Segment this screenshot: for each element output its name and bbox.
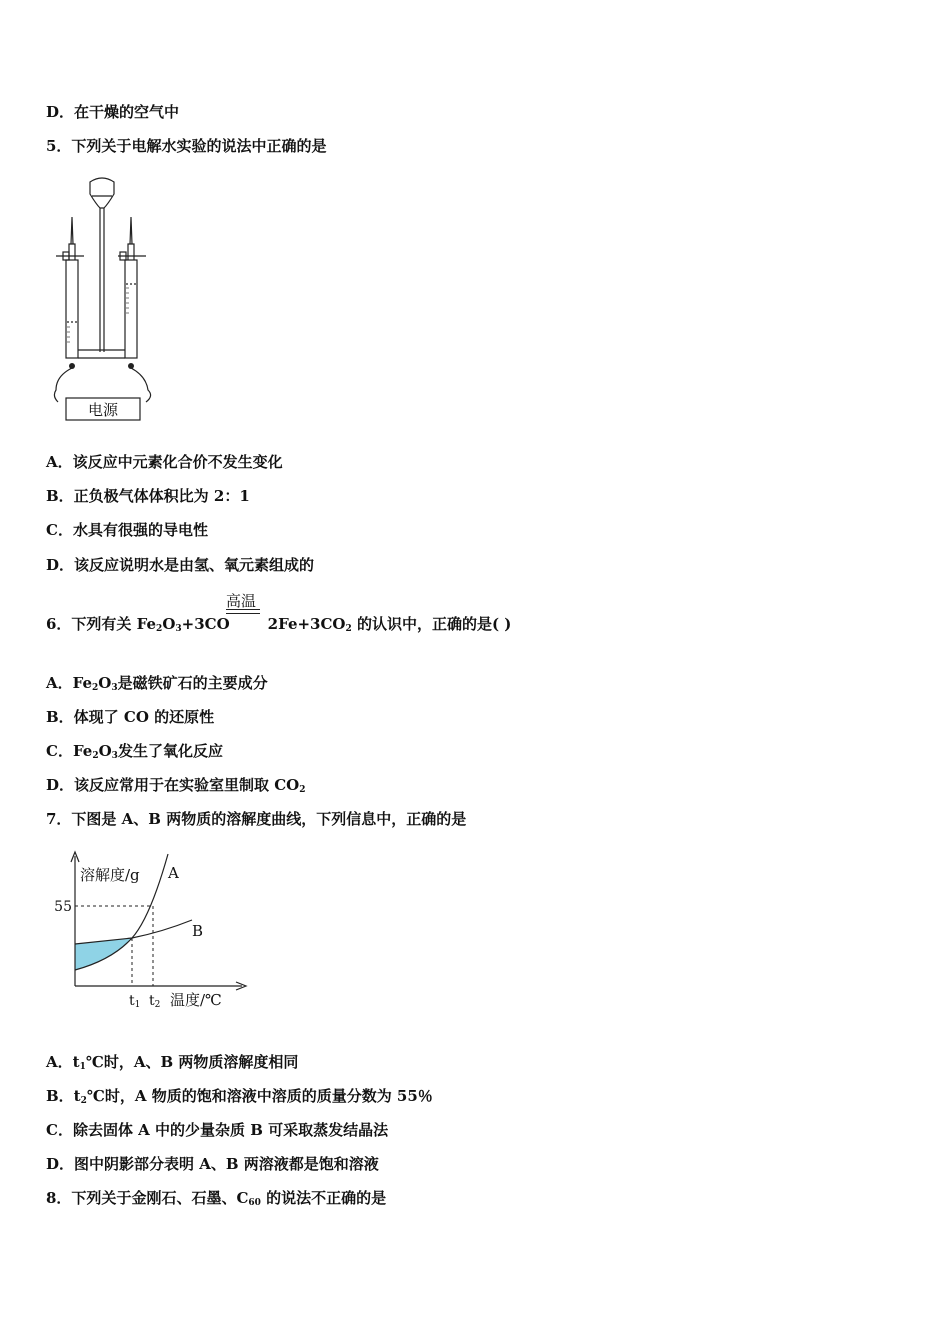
y-axis-label: 溶解度/g [80,866,140,884]
q6-option-c: C．$Fe_2O_3$发生了氧化反应 [46,742,223,761]
q5-option-d: D．该反应说明水是由氢、氧元素组成的 [46,556,315,574]
x-axis-label: 温度/℃ [170,991,222,1009]
curve-a-label: A [168,864,179,882]
y-tick-55: 55 [54,899,72,915]
q4-option-d: D．在干燥的空气中 [46,103,180,121]
curve-b-label: B [192,922,204,940]
q6-option-a: A．$Fe_2O_3$是磁铁矿石的主要成分 [46,674,268,693]
q7-stem: 7．下图是 A、B 两物质的溶解度曲线，下列信息中，正确的是 [46,810,467,828]
reaction-condition: 高温 [226,592,257,610]
q5-stem: 5．下列关于电解水实验的说法中正确的是 [46,137,327,155]
curve-b [75,920,192,944]
q8-stem: 8．下列关于金刚石、石墨、$C_{60}$ 的说法不正确的是 [46,1189,387,1208]
q5-option-b: B．正负极气体体积比为 2：1 [46,487,250,505]
solubility-curve-chart [50,848,250,1016]
q7-option-d: D．图中阴影部分表明 A、B 两溶液都是饱和溶液 [46,1155,379,1173]
q6-stem: 6．下列有关 $Fe_2O_3+3CO$ $2Fe+3CO_2$ 的认识中，正确的是( ) [46,615,512,634]
q5-option-a: A．该反应中元素化合价不发生变化 [46,453,283,471]
electrolysis-apparatus-figure [46,172,166,424]
x-tick-t1: t1 [129,993,141,1010]
x-tick-t2: t2 [149,993,161,1010]
q7-option-c: C．除去固体 A 中的少量杂质 B 可采取蒸发结晶法 [46,1121,389,1139]
power-source-label: 电源 [87,401,119,419]
q6-option-b: B．体现了 CO 的还原性 [46,708,215,726]
q7-option-b: B．$t_2℃$时，A 物质的饱和溶液中溶质的质量分数为 55％ [46,1087,433,1106]
q6-option-d: D．该反应常用于在实验室里制取 $CO_2$ [46,776,306,795]
q7-option-a: A．$t_1℃$时，A、B 两物质溶解度相同 [46,1053,299,1072]
q5-option-c: C．水具有很强的导电性 [46,521,208,539]
